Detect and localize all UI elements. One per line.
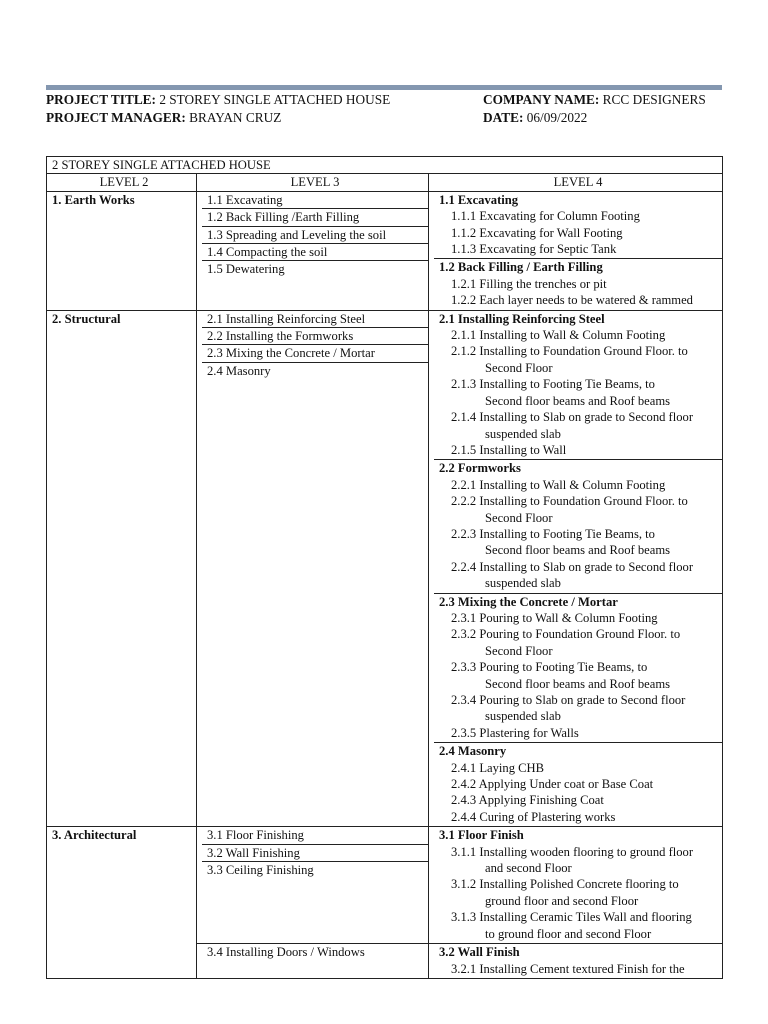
level4-heading: 1.1 Excavating (439, 192, 519, 207)
company-name (483, 91, 706, 109)
wbs-table (46, 156, 723, 979)
level4-heading: 2.2 Formworks (439, 461, 521, 476)
level4-line: to ground floor and second Floor (485, 926, 652, 941)
level4-line: 1.1.2 Excavating for Wall Footing (451, 225, 623, 240)
level3-cell (197, 310, 429, 827)
level4-line: 2.3.2 Pouring to Foundation Ground Floor. to (451, 627, 681, 642)
level4-line: 3.1.1 Installing wooden flooring to ground floor (451, 844, 694, 859)
level3-item: 2.1 Installing Reinforcing Steel (202, 311, 428, 328)
level3-item: 3.4 Installing Doors / Windows (207, 945, 365, 960)
level4-heading: 3.1 Floor Finish (439, 828, 524, 843)
level4-line: 2.4.2 Applying Under coat or Base Coat (451, 777, 654, 792)
column-header-level-4: LEVEL 4 (429, 174, 723, 191)
level4-line: Second floor beams and Roof beams (485, 543, 671, 558)
table-title-row (47, 157, 723, 174)
level4-cell (429, 944, 723, 979)
level2-cell: 3. Architectural (47, 827, 197, 979)
header-rule (46, 85, 722, 90)
table-row (47, 191, 723, 310)
level4-line: 2.3.1 Pouring to Wall & Column Footing (451, 610, 658, 625)
level4-line: 3.1.3 Installing Ceramic Tiles Wall and flooring (451, 910, 692, 925)
level4-line: suspended slab (485, 426, 561, 441)
level4-line: suspended slab (485, 576, 561, 591)
table-title: 2 STOREY SINGLE ATTACHED HOUSE (47, 157, 723, 174)
level4-line: 2.4.3 Applying Finishing Coat (451, 793, 604, 808)
level4-line: 2.3.5 Plastering for Walls (451, 725, 579, 740)
level4-block (434, 460, 722, 593)
level4-line: 1.1.1 Excavating for Column Footing (451, 209, 640, 224)
company-name-value: RCC DESIGNERS (602, 92, 706, 107)
level4-line: Second floor beams and Roof beams (485, 393, 671, 408)
level4-line: 2.2.4 Installing to Slab on grade to Second floor (451, 559, 694, 574)
level4-line: Second Floor (485, 360, 553, 375)
level4-heading: 2.4 Masonry (439, 744, 507, 759)
level4-block (434, 311, 722, 461)
level4-line: suspended slab (485, 709, 561, 724)
level4-block (434, 594, 722, 744)
level3-item: 1.1 Excavating (202, 192, 428, 209)
level4-line: 2.1.3 Installing to Footing Tie Beams, to (451, 377, 655, 392)
column-header-level-2: LEVEL 2 (47, 174, 197, 191)
level3-item: 3.3 Ceiling Finishing (207, 863, 314, 878)
date-value: 06/09/2022 (526, 110, 588, 125)
level2-cell: 1. Earth Works (47, 191, 197, 310)
level4-line: 2.3.4 Pouring to Slab on grade to Second floor (451, 693, 686, 707)
level3-item: 1.4 Compacting the soil (202, 244, 428, 261)
level3-cell (197, 191, 429, 310)
level4-line: 2.2.2 Installing to Foundation Ground Floor. to (451, 494, 688, 509)
level4-line: 2.2.3 Installing to Footing Tie Beams, to (451, 526, 655, 541)
level4-cell (429, 827, 723, 944)
level4-line: 3.1.2 Installing Polished Concrete flooring to (451, 877, 679, 892)
wbs-body (47, 191, 723, 978)
level4-heading: 3.2 Wall Finish (439, 945, 520, 960)
level4-line: 2.1.1 Installing to Wall & Column Footing (451, 328, 666, 343)
level4-block (434, 827, 722, 943)
level3-item: 1.5 Dewatering (207, 262, 285, 277)
level4-block (434, 944, 722, 978)
level3-item: 2.2 Installing the Formworks (202, 328, 428, 345)
level4-line: 2.1.2 Installing to Foundation Ground Floor. to (451, 344, 688, 359)
level4-line: 2.4.4 Curing of Plastering works (451, 809, 616, 824)
level4-line: 3.2.1 Installing Cement textured Finish for the (451, 961, 685, 976)
project-title-value: 2 STOREY SINGLE ATTACHED HOUSE (159, 92, 391, 107)
project-manager-value: BRAYAN CRUZ (189, 110, 282, 125)
level4-line: 2.1.4 Installing to Slab on grade to Second floor (451, 410, 694, 425)
level3-item: 3.1 Floor Finishing (202, 827, 428, 844)
level4-heading: 1.2 Back Filling / Earth Filling (439, 260, 603, 275)
level4-heading: 2.1 Installing Reinforcing Steel (439, 311, 605, 326)
project-title (46, 91, 390, 109)
level4-line: Second Floor (485, 510, 553, 525)
company-name-label: COMPANY NAME: (483, 92, 600, 107)
level4-line: Second Floor (485, 643, 553, 658)
level4-line: 1.2.1 Filling the trenches or pit (451, 276, 607, 291)
level3-cell (197, 944, 429, 979)
level4-line: and second Floor (485, 861, 572, 876)
table-row (47, 827, 723, 944)
project-title-label: PROJECT TITLE: (46, 92, 156, 107)
level3-item: 2.3 Mixing the Concrete / Mortar (202, 345, 428, 362)
level4-heading: 2.3 Mixing the Concrete / Mortar (439, 594, 618, 609)
level4-line: 2.3.3 Pouring to Footing Tie Beams, to (451, 660, 648, 675)
level3-item: 3.2 Wall Finishing (202, 845, 428, 862)
level4-line: Second floor beams and Roof beams (485, 676, 671, 691)
level3-item: 2.4 Masonry (207, 363, 271, 378)
project-manager-label: PROJECT MANAGER: (46, 110, 186, 125)
table-row (47, 310, 723, 827)
level4-line: ground floor and second Floor (485, 893, 639, 908)
level3-cell (197, 827, 429, 944)
date-label: DATE: (483, 110, 524, 125)
level4-line: 2.2.1 Installing to Wall & Column Footing (451, 477, 666, 492)
date (483, 109, 587, 127)
level4-line: 2.4.1 Laying CHB (451, 760, 545, 775)
column-header-level-3: LEVEL 3 (197, 174, 429, 191)
level2-cell: 2. Structural (47, 310, 197, 827)
level4-block (434, 743, 722, 826)
level3-item: 1.2 Back Filling /Earth Filling (202, 209, 428, 226)
level4-block (434, 192, 722, 260)
level3-item: 1.3 Spreading and Leveling the soil (202, 227, 428, 244)
level4-line: 1.2.2 Each layer needs to be watered & rammed (451, 293, 693, 308)
level4-line: 2.1.5 Installing to Wall (451, 442, 567, 457)
level4-cell (429, 310, 723, 827)
level4-block (434, 259, 722, 309)
level4-line: 1.1.3 Excavating for Septic Tank (451, 242, 617, 257)
project-manager (46, 109, 281, 127)
level4-cell (429, 191, 723, 310)
column-header-row (47, 174, 723, 191)
